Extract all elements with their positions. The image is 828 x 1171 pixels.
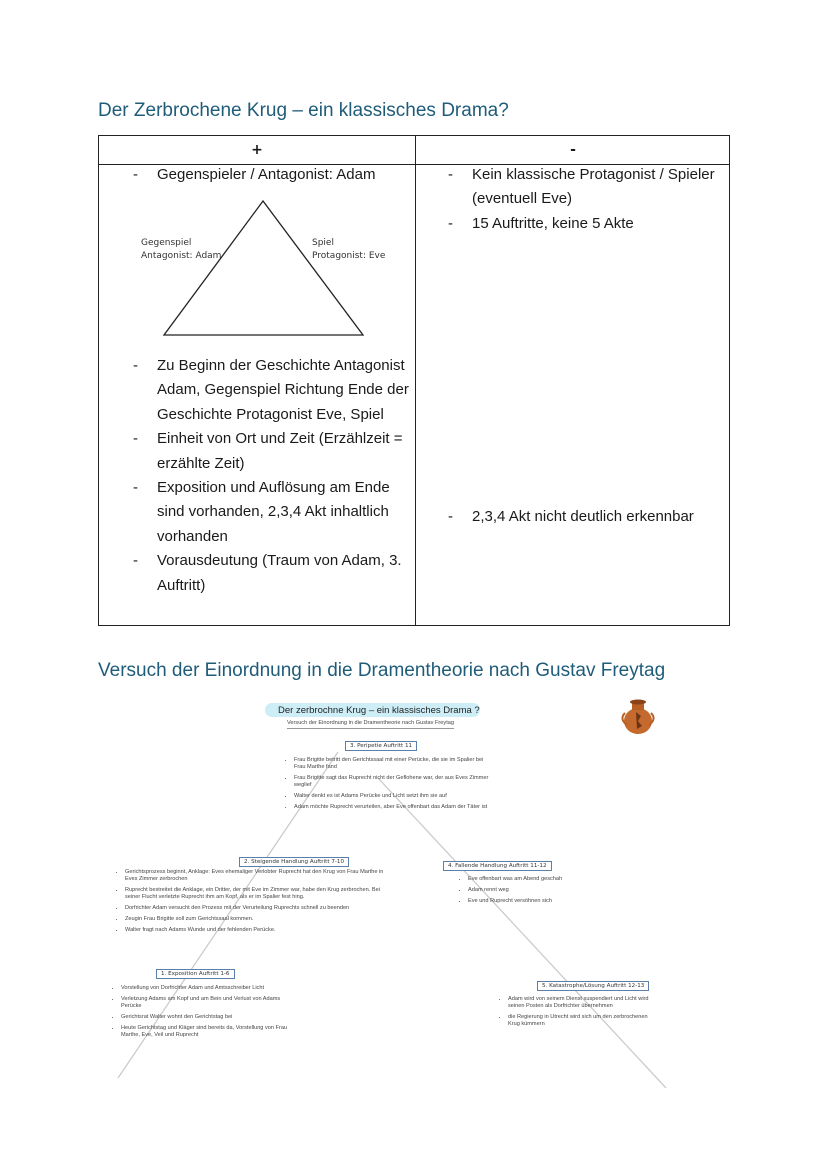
triangle-shape [164, 201, 363, 335]
stage-4-label: 4. Fallende Handlung Auftritt 11-12 [443, 861, 552, 871]
list-item: - Einheit von Ort und Zeit (Erzählzeit = erzählte Zeit) [133, 427, 413, 476]
list-item: - 2,3,4 Akt nicht deutlich erkennbar [448, 505, 728, 529]
minus-list-bottom [448, 505, 728, 529]
list-item: - 15 Auftritte, keine 5 Akte [448, 212, 718, 236]
stage-2-items: • Gerichtsprozess beginnt, Anklage: Eves ehemaliger Verlobter Ruprecht hat den Krug von Frau Marthe in Eves Zimmer zerbrochen • Ruprecht bestreitet die Anklage, ein Dritter, der mit Eve im Zimmer war, habe den Krug zerbrochen. Bei seiner Flucht verletzte Ruprecht ihm am Kopf, als er im Spalier fest hing. • Dorfrichter Adam versucht den Prozess mit der Verurteilung Ruprechts schnell zu beenden • Zeugin Frau Brigitte soll zum Gerichtssaal kommen. • Walter fragt nach Adams Wunde und der fehlenden Perücke. [116, 869, 391, 938]
stage-5-label: 5. Katastrophe/Lösung Auftritt 12-13 [537, 981, 649, 991]
falling-line [378, 778, 666, 1088]
list-item: - Gegenspieler / Antagonist: Adam [133, 163, 413, 187]
triangle-right-label: Spiel Protagonist: Eve [312, 238, 386, 261]
stage-1-label: 1. Exposition Auftritt 1-6 [156, 969, 235, 979]
stage-2-label: 2. Steigende Handlung Auftritt 7-10 [239, 857, 349, 867]
stage-3-label: 3. Peripetie Auftritt 11 [345, 741, 417, 751]
jug-icon [622, 700, 653, 735]
triangle-left-label: Gegenspiel Antagonist: Adam [141, 238, 222, 261]
minus-list-top [448, 163, 718, 236]
list-item: - Vorausdeutung (Traum von Adam, 3. Auftritt) [133, 549, 413, 598]
section-title: Versuch der Einordnung in die Dramentheorie nach Gustav Freytag [98, 660, 666, 681]
stage-1-items: • Vorstellung von Dorfrichter Adam und Amtsschreiber Licht • Verletzung Adams am Kopf und am Bein und Verlust von Adams Perücke • Gerichtsrat Walter wohnt den Gerichtstag bei • Heute Gerichtstag und Kläger sind bereits da, Vorstellung von Frau Marthe, Eve, Veil und Ruprecht [112, 985, 292, 1043]
stage-3-items: • Frau Brigitte betritt den Gerichtssaal mit einer Perücke, die sie im Spalier bei Frau Marthe fand • Frau Brigitte sagt das Ruprecht nicht der Geflohene war, der aus Eves Zimmer weglief • Walter denkt es ist Adams Perücke und Licht setzt ihm sie auf • Adam möchte Ruprecht verurteilen, aber Eve offenbart das Adam der Täter ist [285, 757, 495, 815]
stage-4-items: • Eve offenbart was am Abend geschah • Adam rennt weg • Eve und Ruprecht versöhnen sich [459, 876, 599, 909]
list-item: - Zu Beginn der Geschichte Antagonist Adam, Gegenspiel Richtung Ende der Geschichte Protagonist Eve, Spiel [133, 354, 413, 427]
diagram-subtitle: Versuch der Einordnung in die Dramentheorie nach Gustav Freytag [287, 720, 454, 729]
list-item: - Exposition und Auflösung am Ende sind vorhanden, 2,3,4 Akt inhaltlich vorhanden [133, 476, 413, 549]
section-title: Der Zerbrochene Krug – ein klassisches Drama? [98, 100, 509, 121]
header-plus: + [251, 142, 263, 158]
header-minus: - [570, 142, 576, 158]
stage-5-items: • Adam wird von seinem Dienst suspendiert und Licht wird seinen Posten als Dorfrichter übernehmen • die Regierung in Utrecht wird sich um den zerbrochenen Krug kümmern [499, 996, 649, 1032]
list-item: - Kein klassische Protagonist / Spieler (eventuell Eve) [448, 163, 718, 212]
plus-list-bottom [133, 354, 413, 598]
diagram-title: Der zerbrochne Krug – ein klassisches Drama ? [278, 705, 480, 716]
